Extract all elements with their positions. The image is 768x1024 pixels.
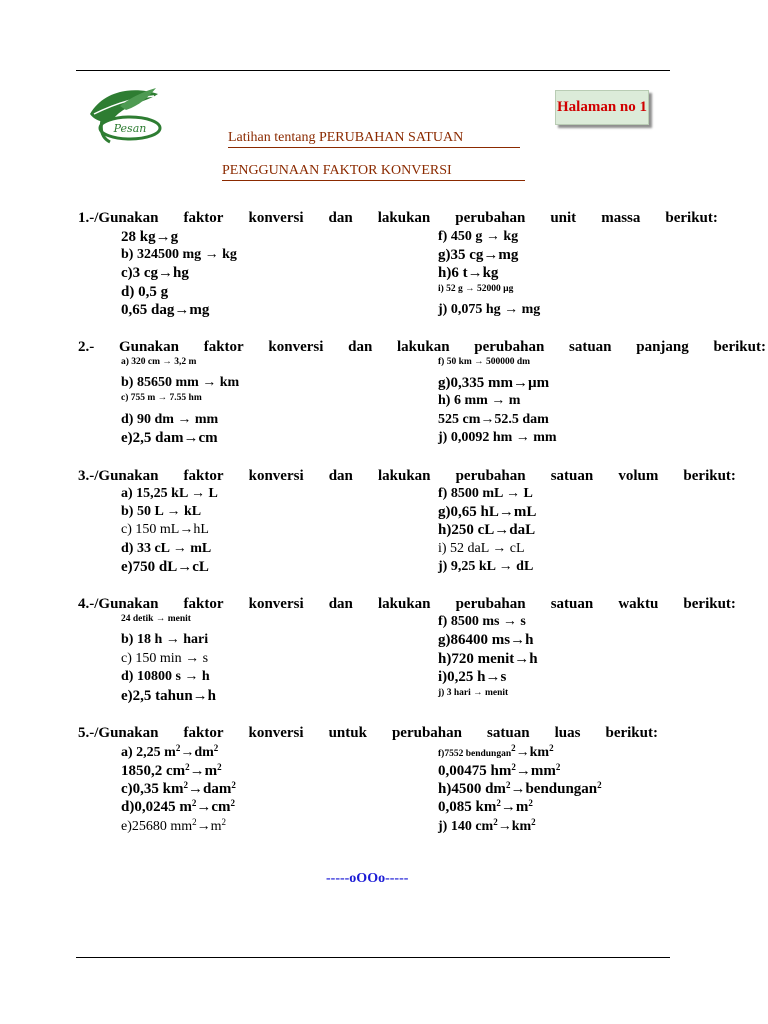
superscript: 2	[496, 798, 501, 808]
heading-word: dan	[348, 339, 373, 355]
item-text: →dm	[180, 745, 214, 760]
superscript: 2	[597, 780, 602, 790]
heading-word: lakukan	[377, 210, 431, 226]
exercise-item: c) 755 m → 7.55 hm	[121, 393, 202, 403]
heading-word: perubahan	[455, 468, 526, 484]
exercise-item: f) 50 km → 500000 dm	[438, 357, 531, 367]
item-text: a) 2,25 m	[121, 745, 176, 760]
exercise-item: a) 15,25 kL → L	[121, 486, 218, 501]
exercise-item: c)3 cg→hg	[121, 265, 189, 281]
top-rule	[76, 70, 670, 71]
question-1-heading	[78, 210, 718, 227]
item-text: →m	[189, 763, 218, 779]
heading-word: satuan	[550, 468, 594, 484]
superscript: 2	[183, 780, 188, 790]
heading-word: lakukan	[377, 596, 431, 612]
exercise-item: b) 85650 mm → km	[121, 375, 240, 390]
heading-word: satuan	[487, 725, 530, 741]
heading-word: konversi	[268, 339, 324, 355]
exercise-item: j) 0,0092 hm → mm	[438, 430, 557, 445]
heading-word: konversi	[248, 725, 304, 741]
item-text: 1850,2 cm	[121, 763, 186, 779]
exercise-item: e)750 dL→cL	[121, 559, 209, 575]
superscript: 2	[549, 743, 554, 753]
exercise-item: d) 33 cL → mL	[121, 541, 212, 556]
heading-word: 5.-/Gunakan	[78, 725, 159, 741]
heading-word: lakukan	[377, 468, 431, 484]
item-text: →dam	[188, 781, 232, 797]
superscript: 2	[505, 780, 511, 790]
exercise-item: i) 52 daL → cL	[438, 541, 525, 556]
superscript: 2	[231, 780, 236, 790]
superscript: 2	[531, 817, 536, 827]
item-text: →m	[500, 799, 529, 815]
item-text: d)0,0245 m	[121, 799, 192, 815]
exercise-item: b) 324500 mg → kg	[121, 247, 237, 262]
exercise-item	[121, 780, 236, 798]
page-number-badge: Halaman no 1	[555, 90, 649, 125]
title-line-1: Latihan tentang PERUBAHAN SATUAN	[228, 130, 520, 148]
superscript: 2	[191, 798, 197, 808]
heading-word: dan	[328, 468, 353, 484]
bottom-rule	[76, 957, 670, 958]
heading-word: massa	[601, 210, 641, 226]
question-2-heading	[78, 339, 766, 356]
item-text: c)0,35 km	[121, 781, 184, 797]
heading-word: 4.-/Gunakan	[78, 596, 159, 612]
exercise-item: b) 18 h → hari	[121, 632, 209, 647]
question-4-heading	[78, 596, 736, 613]
exercise-item: i) 52 g → 52000 µg	[438, 284, 514, 294]
svg-text:Pesan: Pesan	[113, 122, 147, 135]
heading-word: untuk	[328, 725, 367, 741]
item-text: →cm	[196, 799, 231, 815]
superscript: 2	[192, 817, 197, 827]
exercise-item: c) 150 min → s	[121, 651, 209, 666]
heading-word: faktor	[183, 210, 224, 226]
heading-word: luas	[554, 725, 581, 741]
exercise-item	[121, 798, 235, 816]
heading-word: faktor	[203, 339, 244, 355]
exercise-item: 0,65 dag→mg	[121, 302, 210, 318]
superscript: 2	[511, 762, 516, 772]
exercise-item: j) 9,25 kL → dL	[438, 559, 534, 574]
leaf-logo-icon	[86, 84, 170, 146]
heading-word: 2.-	[78, 339, 95, 355]
heading-word: Gunakan	[118, 339, 179, 355]
heading-word: panjang	[636, 339, 689, 355]
exercise-item: d) 10800 s → h	[121, 669, 210, 684]
exercise-item	[438, 762, 560, 780]
item-text: e)25680 mm	[121, 819, 193, 834]
exercise-item: f) 8500 mL → L	[438, 486, 533, 501]
heading-word: satuan	[550, 596, 594, 612]
exercise-item	[438, 798, 533, 816]
exercise-item: f) 450 g → kg	[438, 229, 519, 244]
exercise-item: h)720 menit→h	[438, 651, 538, 667]
heading-word: konversi	[248, 596, 304, 612]
heading-word: berikut:	[605, 725, 658, 741]
exercise-item: j) 3 hari → menit	[438, 688, 509, 698]
exercise-item	[438, 780, 602, 798]
heading-word: waktu	[618, 596, 659, 612]
exercise-item: e)2,5 dam→cm	[121, 430, 218, 446]
heading-word: faktor	[183, 468, 224, 484]
item-text: f)7552 bendungan	[438, 749, 512, 759]
exercise-item: j) 0,075 hg → mg	[438, 302, 541, 317]
footer-ornament: -----oOOo-----	[326, 871, 409, 886]
heading-word: 3.-/Gunakan	[78, 468, 159, 484]
item-text: j) 140 cm	[438, 819, 494, 834]
exercise-item	[121, 743, 218, 761]
superscript: 2	[555, 762, 561, 772]
item-text: →km	[515, 745, 550, 760]
heading-word: berikut:	[683, 596, 736, 612]
exercise-item: 525 cm→52.5 dam	[438, 412, 549, 427]
heading-word: satuan	[569, 339, 612, 355]
exercise-item: g)0,335 mm→µm	[438, 375, 550, 391]
item-text: →bendungan	[510, 781, 598, 797]
heading-word: lakukan	[397, 339, 450, 355]
superscript: 2	[511, 743, 516, 753]
exercise-item	[121, 762, 222, 780]
exercise-item: d) 90 dm → mm	[121, 412, 219, 427]
exercise-item: g)0,65 hL→mL	[438, 504, 537, 520]
superscript: 2	[185, 762, 190, 772]
exercise-item: h)250 cL→daL	[438, 522, 536, 538]
superscript: 2	[528, 798, 533, 808]
item-text: h)4500 dm	[438, 781, 506, 797]
heading-word: faktor	[183, 596, 224, 612]
exercise-item: h)6 t→kg	[438, 265, 499, 281]
superscript: 2	[175, 743, 181, 753]
item-text: →mm	[515, 763, 556, 779]
question-3-heading	[78, 468, 736, 485]
title-line-2: PENGGUNAAN FAKTOR KONVERSI	[222, 163, 525, 181]
heading-word: berikut:	[713, 339, 766, 355]
exercise-item: b) 50 L → kL	[121, 504, 202, 519]
exercise-item: i)0,25 h→s	[438, 669, 507, 685]
heading-word: perubahan	[474, 339, 545, 355]
heading-word: perubahan	[455, 596, 526, 612]
heading-word: berikut:	[683, 468, 736, 484]
exercise-item: g)35 cg→mg	[438, 247, 519, 263]
exercise-item: a) 320 cm → 3,2 m	[121, 357, 197, 367]
exercise-item: 24 detik → menit	[121, 614, 191, 624]
heading-word: dan	[328, 596, 353, 612]
superscript: 2	[213, 743, 219, 753]
item-text: 0,00475 hm	[438, 763, 512, 779]
superscript: 2	[493, 817, 498, 827]
exercise-item: 28 kg→g	[121, 229, 179, 245]
heading-word: faktor	[183, 725, 224, 741]
exercise-item	[438, 817, 536, 835]
question-5-heading	[78, 725, 658, 742]
heading-word: perubahan	[455, 210, 526, 226]
heading-word: unit	[550, 210, 577, 226]
item-text: 0,085 km	[438, 799, 497, 815]
exercise-item	[121, 817, 226, 835]
item-text: →km	[497, 819, 532, 834]
heading-word: perubahan	[391, 725, 462, 741]
exercise-item: g)86400 ms→h	[438, 632, 534, 648]
heading-word: konversi	[248, 468, 304, 484]
heading-word: 1.-/Gunakan	[78, 210, 159, 226]
exercise-item: e)2,5 tahun→h	[121, 688, 217, 704]
heading-word: dan	[328, 210, 353, 226]
item-text: →m	[196, 819, 222, 834]
heading-word: konversi	[248, 210, 304, 226]
heading-word: berikut:	[665, 210, 718, 226]
exercise-item: d) 0,5 g	[121, 284, 169, 300]
exercise-item: h) 6 mm → m	[438, 393, 521, 408]
heading-word: volum	[618, 468, 659, 484]
superscript: 2	[230, 798, 235, 808]
superscript: 2	[221, 817, 227, 827]
superscript: 2	[217, 762, 222, 772]
exercise-item	[438, 743, 554, 761]
exercise-item: f) 8500 ms → s	[438, 614, 526, 629]
exercise-item: c) 150 mL→hL	[121, 522, 209, 537]
